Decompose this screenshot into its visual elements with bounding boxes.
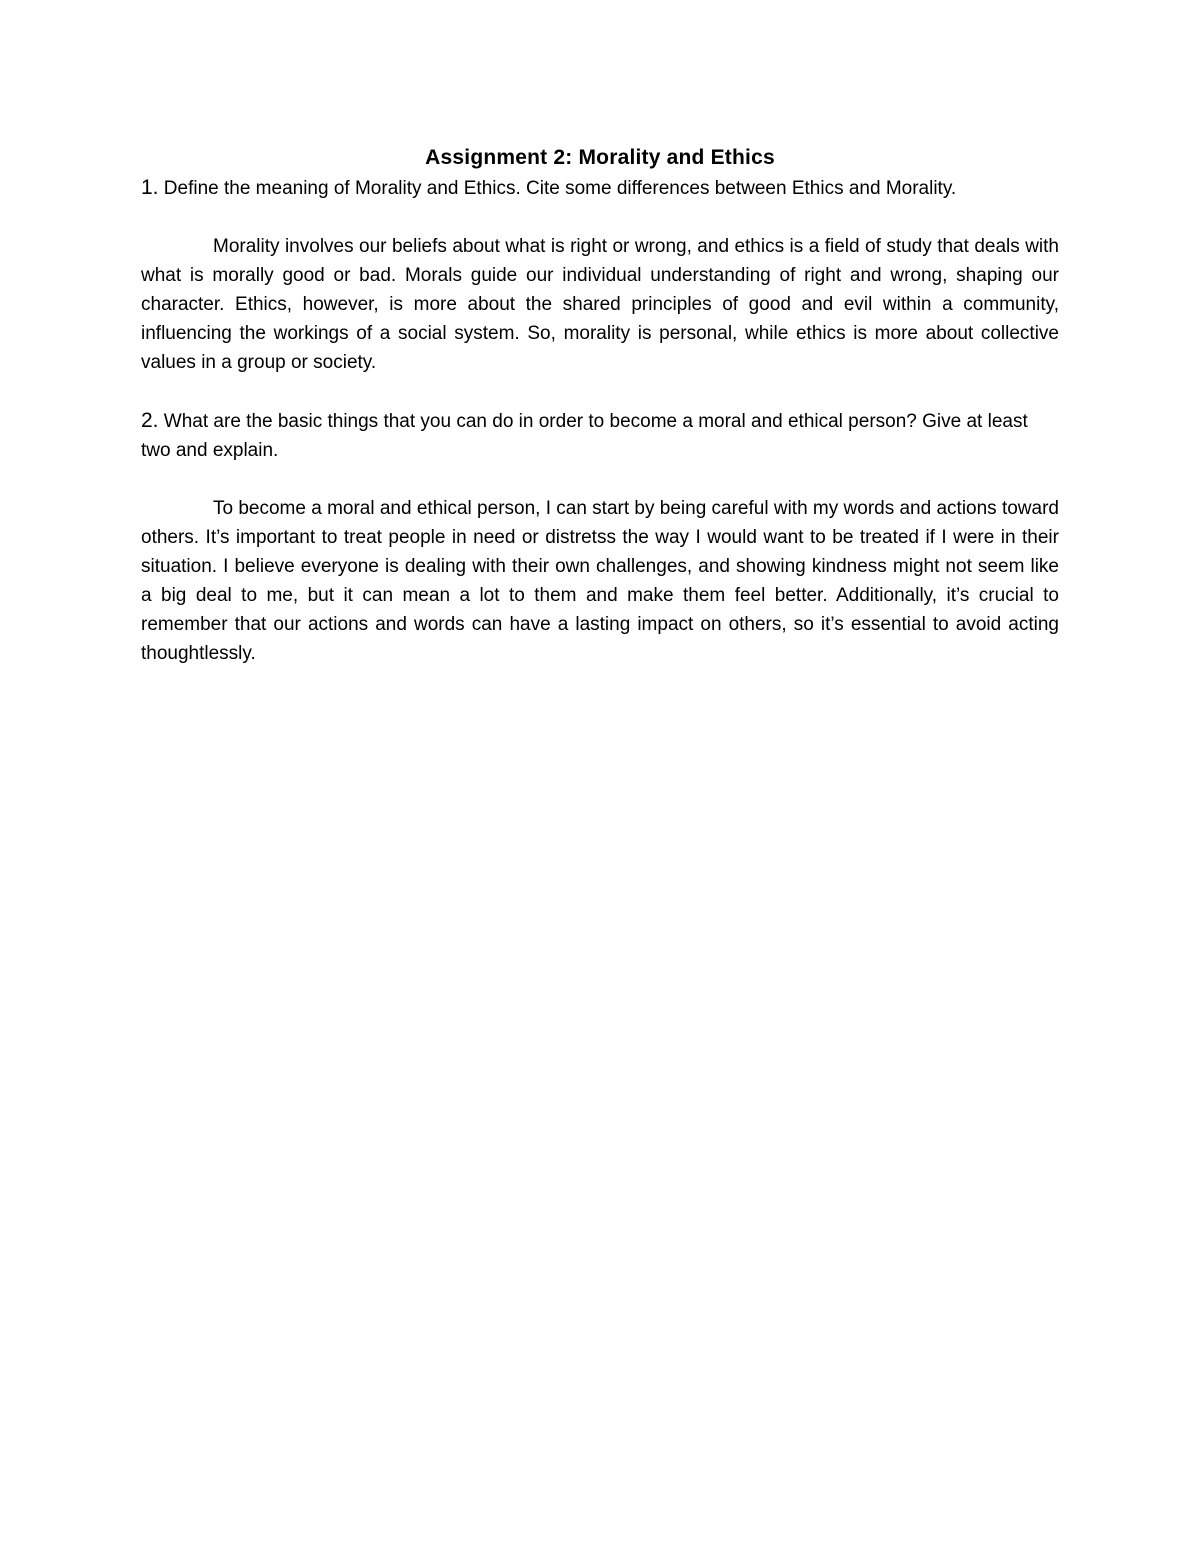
answer-2: To become a moral and ethical person, I can start by being careful with my words and actions toward others. It’s important to treat people in need or distretss the way I would want to be treated if I were in their situation. I believe everyone is dealing with their own challenges, and showing kindness might not seem like a big deal to me, but it can mean a lot to them and make them feel better. Additionally, it’s crucial to remember that our actions and words can have a lasting impact on others, so it’s essential to avoid acting thoughtlessly. xyxy=(141,498,1059,664)
question-1-number: 1. xyxy=(141,176,159,199)
question-2 xyxy=(141,406,1059,465)
document-body xyxy=(141,143,1059,668)
question-1-text: Define the meaning of Morality and Ethics. Cite some differences between Ethics and Morality. xyxy=(158,178,957,199)
question-2-number: 2. xyxy=(141,409,159,432)
paragraph-spacer xyxy=(141,377,1059,406)
document-title: Assignment 2: Morality and Ethics xyxy=(425,146,775,169)
answer-1: Morality involves our beliefs about what is right or wrong, and ethics is a field of study that deals with what is morally good or bad. Morals guide our individual understanding of right and wrong, shaping our character. Ethics, however, is more about the shared principles of good and evil within a community, influencing the workings of a social system. So, morality is personal, while ethics is more about collective values in a group or society. xyxy=(141,236,1059,373)
paragraph-spacer xyxy=(141,465,1059,494)
question-2-text: What are the basic things that you can do in order to become a moral and ethical person? Give at least two and explain. xyxy=(141,411,1028,461)
paragraph-spacer xyxy=(141,203,1059,232)
question-1 xyxy=(141,173,1059,203)
